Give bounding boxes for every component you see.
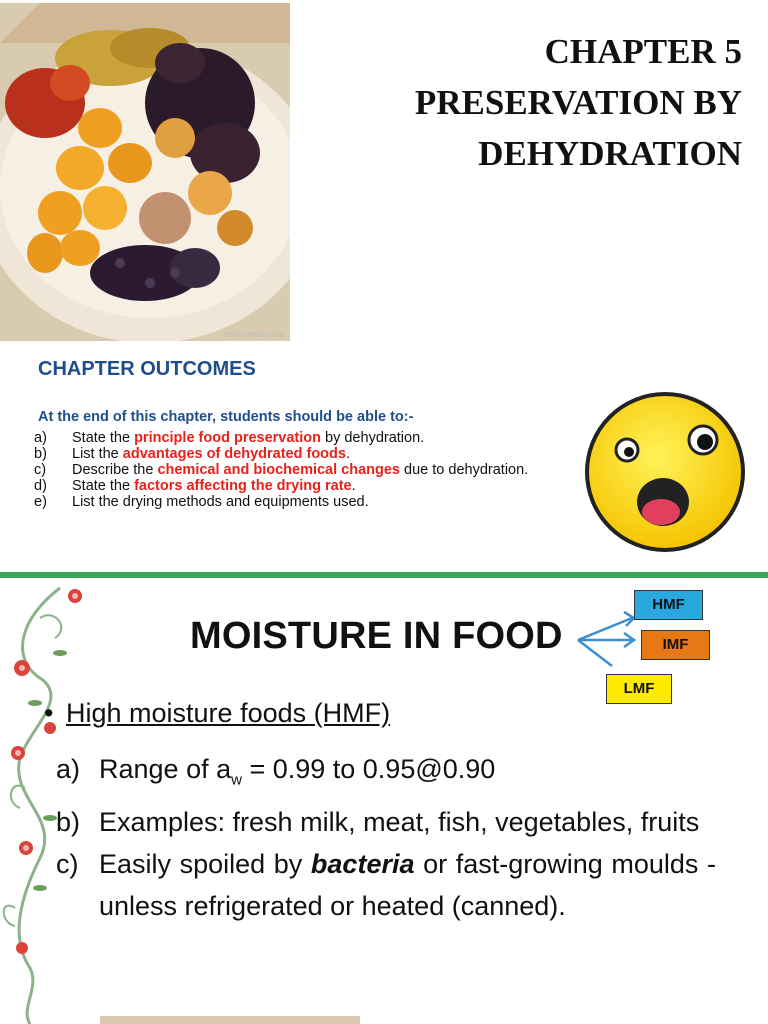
aw-subscript: w	[231, 771, 242, 789]
next-image-strip	[100, 1016, 360, 1024]
sub-item-c-text: Easily spoiled by	[99, 849, 311, 880]
sub-item-marker: b)	[56, 807, 81, 838]
bullet-item	[44, 698, 390, 729]
outcome-marker: d)	[34, 478, 47, 494]
bullet-dot-icon: •	[44, 698, 54, 728]
outcome-text-end: .	[345, 446, 350, 462]
sub-item-b	[56, 801, 716, 843]
outcome-text: State the	[72, 478, 135, 494]
outcome-text: List the drying methods and equipments used.	[72, 494, 369, 510]
chapter-title-line-1: CHAPTER 5	[544, 32, 742, 71]
outcomes-list	[34, 430, 554, 510]
sub-item-a	[56, 748, 716, 801]
sub-item-marker: a)	[56, 754, 81, 784]
outcomes-intro: At the end of this chapter, students should be able to:-	[38, 409, 414, 425]
sub-item-c	[56, 843, 716, 927]
sub-item-b-text: Examples: fresh milk, meat, fish, vegetables, fruits	[99, 807, 700, 838]
photo-credit: Dennis Photo Shop	[223, 332, 284, 339]
bullet-text: High moisture foods (HMF)	[66, 698, 391, 728]
outcome-highlight: principle food preservation	[134, 430, 321, 446]
sub-item-marker: c)	[56, 849, 79, 880]
outcome-text-end: by dehydration.	[321, 430, 425, 446]
surprised-smiley-icon	[583, 390, 747, 554]
slide-title: MOISTURE IN FOOD	[190, 615, 563, 657]
sub-item-c-text-end: or fast-growing moulds - unless refrigerated or heated (canned).	[99, 849, 717, 922]
outcome-marker: b)	[34, 446, 47, 462]
outcome-text: List the	[72, 446, 123, 462]
imf-tag: IMF	[641, 630, 710, 660]
outcome-highlight: chemical and biochemical changes	[157, 462, 401, 478]
outcome-highlight: factors affecting the drying rate	[134, 478, 352, 494]
outcome-item	[34, 446, 554, 462]
sub-item-a-range: = 0.99 to 0.95@0.90	[241, 754, 496, 784]
chapter-title-line-3: DEHYDRATION	[478, 134, 742, 173]
outcome-item	[34, 494, 554, 510]
outcome-item	[34, 478, 554, 494]
chapter-title-line-2: PRESERVATION BY	[414, 83, 742, 122]
dried-fruit-plate-icon	[0, 3, 290, 341]
outcome-text-end: due to dehydration.	[400, 462, 529, 478]
outcomes-heading: CHAPTER OUTCOMES	[38, 358, 256, 380]
outcome-text: Describe the	[72, 462, 158, 478]
outcome-highlight: advantages of dehydrated foods	[122, 446, 346, 462]
food-photo	[0, 3, 290, 341]
outcome-item	[34, 462, 554, 478]
emphasis-bacteria: bacteria	[310, 849, 415, 880]
lmf-tag: LMF	[606, 674, 672, 704]
outcome-marker: c)	[34, 462, 47, 478]
sub-list	[56, 748, 716, 927]
outcome-marker: a)	[34, 430, 47, 446]
outcome-text: State the	[72, 430, 135, 446]
chapter-title	[415, 26, 742, 179]
outcome-item	[34, 430, 554, 446]
outcome-text-end: .	[351, 478, 356, 494]
outcome-marker: e)	[34, 494, 47, 510]
sub-item-a-text: Range of a	[99, 754, 232, 784]
hmf-tag: HMF	[634, 590, 703, 620]
slide-moisture-in-food	[0, 578, 768, 1024]
